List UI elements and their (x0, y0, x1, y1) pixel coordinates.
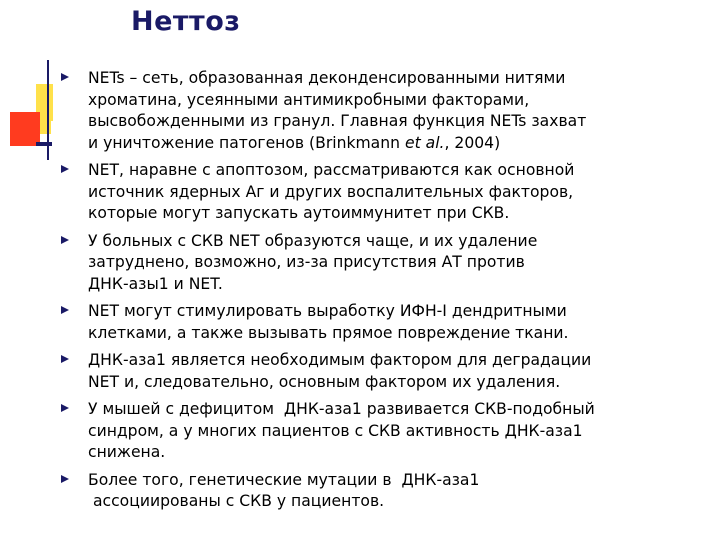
bullet-line: NETs – сеть, образованная деконденсированными нитями (88, 69, 566, 87)
bullet-item (60, 160, 710, 225)
bullet-line: затруднено, возможно, из-за присутствия АТ против (88, 253, 525, 271)
bullet-item (60, 68, 710, 154)
bullet-arrow-icon (61, 404, 69, 412)
bullet-line: NET, наравне с апоптозом, рассматриваются как основной (88, 161, 575, 179)
decorative-vertical-line (47, 60, 49, 160)
bullet-line: У больных с СКВ NET образуются чаще, и их удаление (88, 231, 538, 250)
bullet-list (60, 68, 710, 519)
citation-italic: et al. (404, 133, 445, 152)
bullet-line: ДНК-аза1 является необходимым фактором для деградации (88, 351, 592, 369)
bullet-item (60, 399, 710, 464)
bullet-item (60, 301, 710, 344)
bullet-item (60, 231, 710, 296)
bullet-line: ассоциированы с СКВ у пациентов. (88, 492, 385, 510)
bullet-item (60, 350, 710, 393)
decorative-blue-bar (36, 142, 52, 146)
bullet-arrow-icon (61, 355, 69, 363)
bullet-line: и уничтожение патогенов (Brinkmann et al., 2004) (88, 133, 501, 152)
bullet-line: снижена. (88, 443, 166, 461)
bullet-line: источник ядерных Аг и других воспалительных факторов, (88, 182, 574, 201)
decorative-yellow-square (40, 120, 51, 134)
bullet-line: У мышей с дефицитом ДНК-аза1 развивается СКВ-подобный (88, 400, 595, 418)
bullet-line: клетками, а также вызывать прямое повреждение ткани. (88, 323, 569, 342)
bullet-arrow-icon (61, 306, 69, 314)
bullet-line: NET и, следовательно, основным фактором их удаления. (88, 372, 561, 391)
decorative-red-block (10, 112, 40, 146)
slide-title: Неттоз (131, 6, 241, 37)
bullet-item (60, 470, 710, 513)
bullet-line: высвобожденными из гранул. Главная функция NETs захват (88, 112, 587, 130)
bullet-line: Более того, генетические мутации в ДНК-аза1 (88, 470, 480, 489)
bullet-line: которые могут запускать аутоиммунитет при СКВ. (88, 204, 510, 222)
bullet-arrow-icon (61, 236, 69, 244)
bullet-line: ДНК-азы1 и NET. (88, 274, 223, 293)
bullet-line: хроматина, усеянными антимикробными факторами, (88, 90, 530, 109)
bullet-line: синдром, а у многих пациентов с СКВ активность ДНК-аза1 (88, 421, 583, 440)
bullet-arrow-icon (61, 475, 69, 483)
bullet-arrow-icon (61, 73, 69, 81)
bullet-arrow-icon (61, 165, 69, 173)
bullet-line: NET могут стимулировать выработку ИФН-I дендритными (88, 302, 567, 320)
